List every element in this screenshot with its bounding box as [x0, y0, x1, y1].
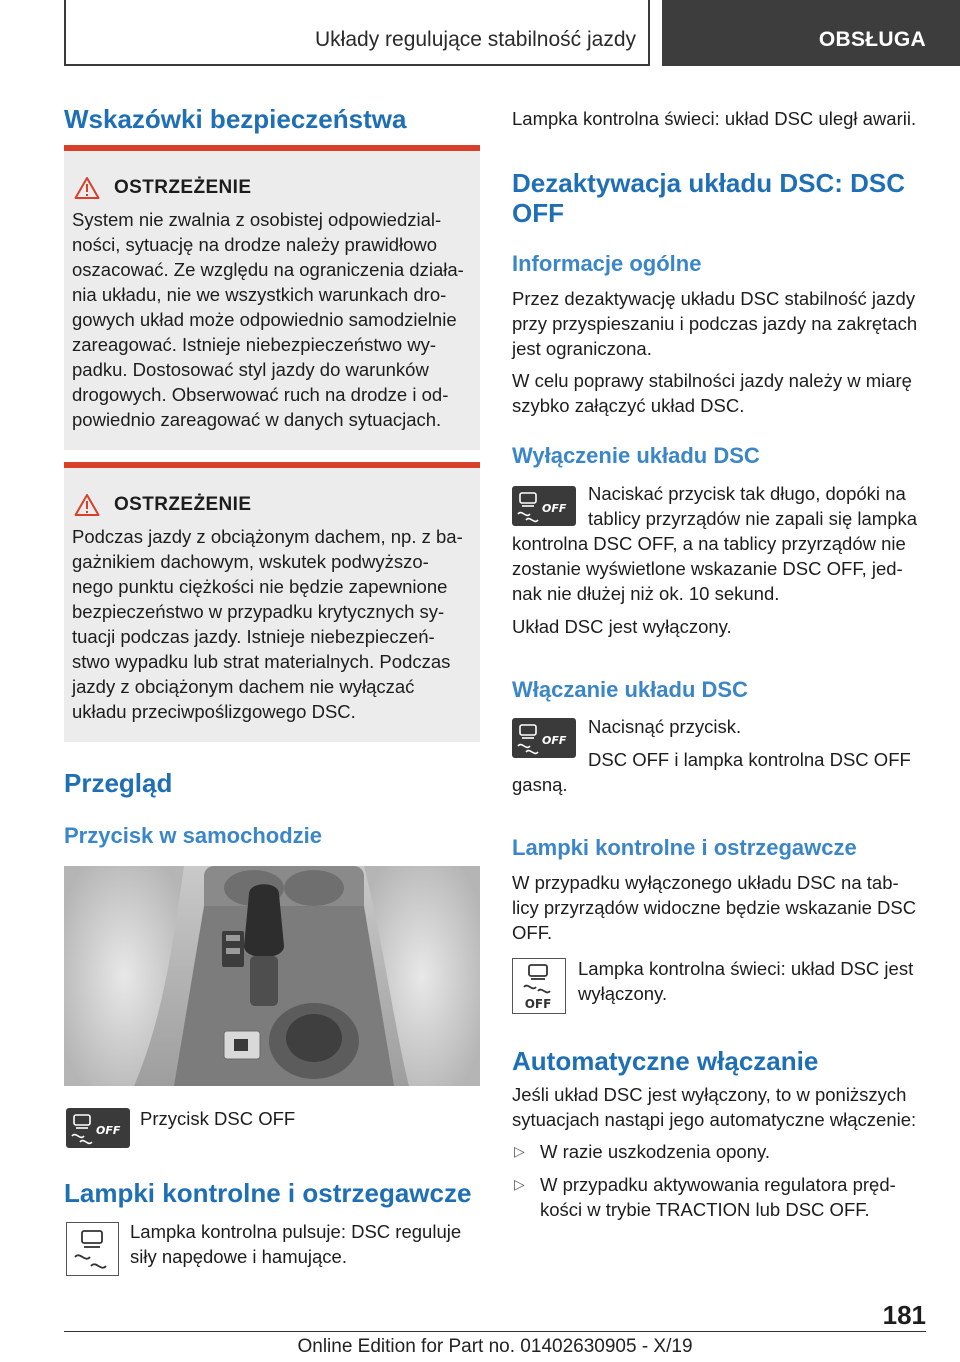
text-line: W przypadku wyłączonego układu DSC na tab-: [512, 872, 899, 893]
text-line: wyłączony.: [578, 983, 668, 1004]
auto-text: [512, 1082, 916, 1132]
text-line: zareagować. Istnieje niebezpieczeństwo wy-: [72, 334, 437, 355]
list-item: [512, 1139, 928, 1164]
off-label: OFF: [542, 502, 567, 515]
text-line: Podczas jazdy z obciążonym dachem, np. z ba-: [72, 526, 463, 547]
chapter-tab-label: OBSŁUGA: [818, 28, 926, 51]
heading-overview: Przegląd: [64, 768, 173, 798]
dsc-on-press: Nacisnąć przycisk.: [588, 716, 742, 737]
text-line: oszacować. Ze względu na ograniczenia działa-: [72, 259, 464, 280]
text-line: kontrolna DSC OFF, a na tablicy przyrządów nie: [512, 533, 906, 554]
heading-deactivation: [512, 168, 905, 228]
heading-safety: Wskazówki bezpieczeństwa: [64, 104, 407, 134]
lamp-pulse-text: [130, 1219, 461, 1269]
dsc-off-button-icon: [66, 1108, 130, 1148]
text-line: Jeśli układ DSC jest wyłączony, to w poniższych: [512, 1084, 907, 1105]
warning-triangle-icon: [74, 493, 100, 517]
off-label: OFF: [542, 734, 567, 747]
text-line: drogowych. Obserwować ruch na drodze i od-: [72, 384, 449, 405]
general-paragraph-2: [512, 368, 912, 418]
text-line: gażnikiem dachowym, wskutek podwyższo-: [72, 551, 429, 572]
text-line: licy przyrządów widoczne będzie wskazanie DSC: [512, 897, 917, 918]
text-line: jest ograniczona.: [512, 338, 652, 359]
text-line: W przypadku aktywowania regulatora pręd-: [540, 1174, 896, 1195]
dsc-off-text-b: [512, 531, 906, 606]
text-line: System nie zwalnia z osobistej odpowiedzial-: [72, 209, 442, 230]
text-line: układu przeciwpoślizgowego DSC.: [72, 701, 356, 722]
text-line: ności, sytuację na drodze należy prawidłowo: [72, 234, 438, 255]
heading-lamps: Lampki kontrolne i ostrzegawcze: [64, 1178, 472, 1208]
dsc-off-text-a: [588, 481, 917, 531]
chapter-tab: [662, 0, 960, 66]
warning-text: [72, 524, 476, 724]
footer-divider: [64, 1331, 926, 1332]
off-label: OFF: [524, 997, 552, 1011]
text-line: powiednio zareagować w danych sytuacjach.: [72, 409, 442, 430]
warning-box-2: [64, 462, 480, 742]
text-line: nego punktu ciężkości nie będzie zapewnione: [72, 576, 448, 597]
warning-triangle-icon: [74, 176, 100, 200]
text-line: Naciskać przycisk tak długo, dopóki na: [588, 483, 906, 504]
heading-auto-on: Automatyczne włączanie: [512, 1046, 819, 1076]
page-number: 181: [882, 1300, 926, 1330]
text-line: gowych układ może odpowiednio samodzielnie: [72, 309, 457, 330]
lamps-text: [512, 870, 916, 945]
warning-header: [74, 492, 251, 518]
text-line: Lampka kontrolna pulsuje: DSC reguluje: [130, 1221, 462, 1242]
heading-line: Dezaktywacja układu DSC: DSC: [512, 168, 906, 198]
general-paragraph-1: [512, 286, 917, 361]
heading-line: OFF: [512, 198, 564, 228]
dsc-on-result: [512, 747, 911, 797]
text-line: siły napędowe i hamujące.: [130, 1246, 347, 1267]
text-line: kości w trybie TRACTION lub DSC OFF.: [540, 1199, 870, 1220]
lamp-off-text: [578, 956, 913, 1006]
lamp-failure-text: Lampka kontrolna świeci: układ DSC uległ awarii.: [512, 108, 917, 129]
heading-button-in-car: Przycisk w samochodzie: [64, 823, 322, 848]
heading-dsc-on: Włączanie układu DSC: [512, 677, 748, 702]
warning-text: [72, 207, 476, 432]
section-title: Układy regulujące stabilność jazdy: [315, 28, 636, 51]
heading-general-info: Informacje ogólne: [512, 251, 702, 276]
dsc-off-button-icon: [512, 486, 576, 526]
text-line: OFF.: [512, 922, 553, 943]
dsc-off-result: Układ DSC jest wyłączony.: [512, 616, 732, 637]
list-item: [512, 1172, 928, 1222]
warning-box-1: [64, 145, 480, 450]
text-line: DSC OFF i lampka kontrolna DSC OFF: [588, 749, 911, 770]
text-line: tuacji podczas jazdy. Istnieje niebezpieczeń-: [72, 626, 435, 647]
text-line: jazdy z obciążonym dachem nie wyłączać: [72, 676, 415, 697]
dsc-lamp-icon: [66, 1222, 119, 1276]
footer-edition: Online Edition for Part no. 01402630905 - X/19: [297, 1336, 693, 1357]
text-line: stwo wypadku lub strat materialnych. Podczas: [72, 651, 451, 672]
dsc-off-lamp-icon: [512, 958, 566, 1014]
warning-label: OSTRZEŻENIE: [114, 494, 252, 515]
heading-dsc-off: Wyłączenie układu DSC: [512, 443, 760, 468]
center-console-photo: [64, 866, 480, 1086]
text-line: bezpieczeństwo w przypadku krytycznych sy-: [72, 601, 445, 622]
warning-label: OSTRZEŻENIE: [114, 177, 252, 198]
text-line: nak nie dłużej niż ok. 10 sekund.: [512, 583, 780, 604]
text-line: przy przyspieszaniu i podczas jazdy na zakrętach: [512, 313, 918, 334]
text-line: Przez dezaktywację układu DSC stabilność jazdy: [512, 288, 916, 309]
text-line: gasną.: [512, 774, 568, 795]
text-line: szybko załączyć układ DSC.: [512, 395, 745, 416]
text-line: Lampka kontrolna świeci: układ DSC jest: [578, 958, 914, 979]
bullet-arrow-icon: ▷: [514, 1176, 525, 1192]
warning-header: [74, 175, 251, 201]
text-line: W celu poprawy stabilności jazdy należy w miarę: [512, 370, 912, 391]
button-caption: Przycisk DSC OFF: [140, 1108, 296, 1129]
bullet-arrow-icon: ▷: [514, 1143, 525, 1159]
heading-lamps-right: Lampki kontrolne i ostrzegawcze: [512, 835, 857, 860]
text-line: sytuacjach nastąpi jego automatyczne włączenie:: [512, 1109, 917, 1130]
text-line: nia układu, nie we wszystkich warunkach dro-: [72, 284, 447, 305]
off-label: OFF: [96, 1124, 121, 1137]
text-line: zostanie wyświetlone wskazanie DSC OFF, jed-: [512, 558, 903, 579]
text-line: tablicy przyrządów nie zapali się lampka: [588, 508, 918, 529]
text-line: padku. Dostosować styl jazdy do warunków: [72, 359, 429, 380]
text-line: W razie uszkodzenia opony.: [540, 1141, 770, 1162]
